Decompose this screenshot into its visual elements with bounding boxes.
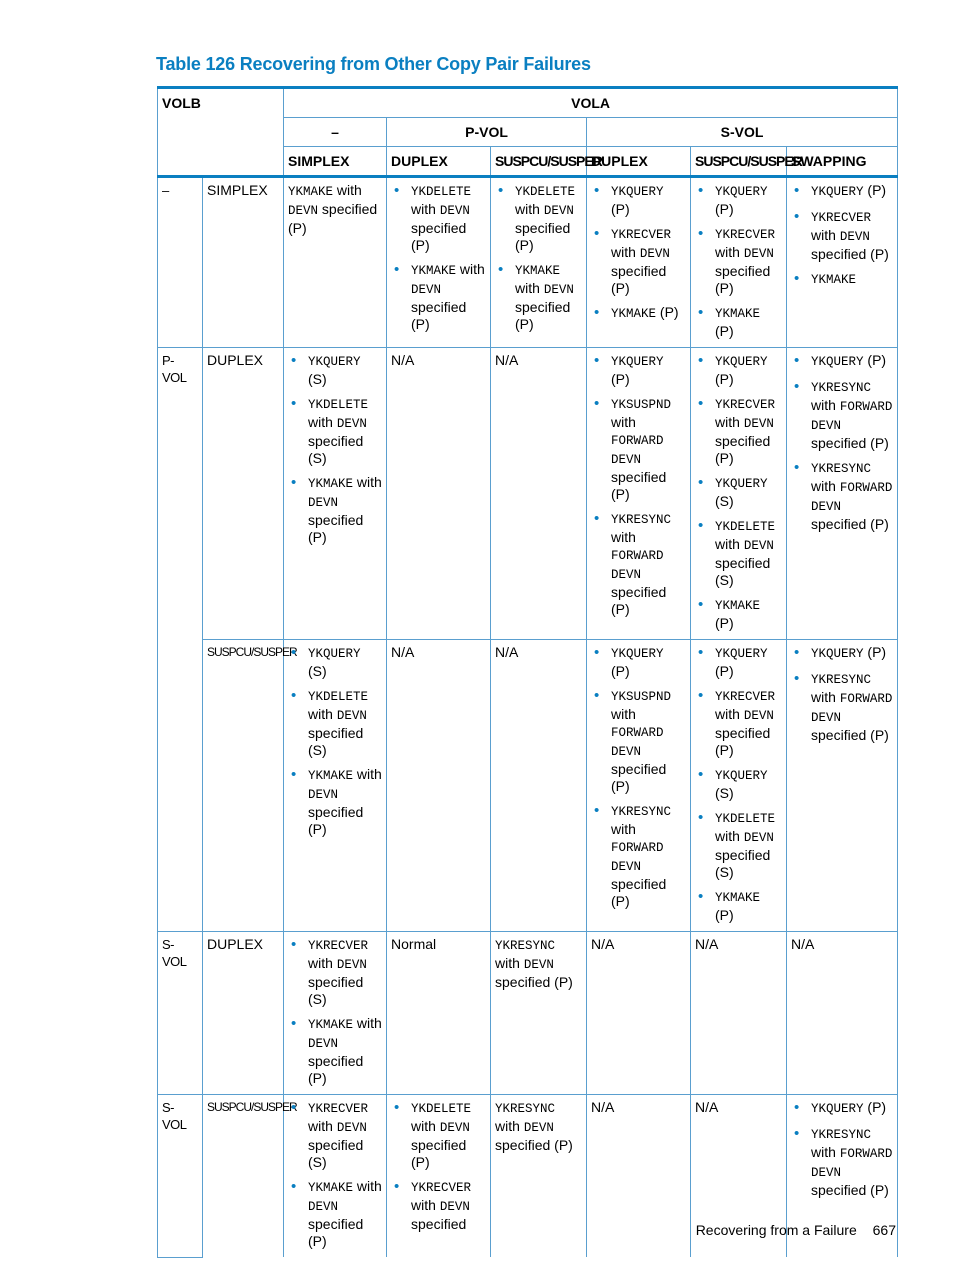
list-item xyxy=(695,225,782,297)
list-item xyxy=(791,208,893,263)
cell-text: specified (P) xyxy=(515,220,571,253)
header-row-1 xyxy=(158,88,898,118)
list-item xyxy=(695,304,782,340)
cell-text: specified (P) xyxy=(611,584,667,617)
command-text: DEVN xyxy=(523,1121,554,1135)
command-text: YKRECVER xyxy=(811,211,872,225)
cell-text: (P) xyxy=(863,182,887,198)
cell-text: N/A xyxy=(495,352,519,368)
list-item xyxy=(495,261,582,333)
list-item xyxy=(791,1099,893,1118)
cell-text: N/A xyxy=(695,936,719,952)
table-row xyxy=(158,640,898,932)
command-text: FORWARD DEVN xyxy=(611,726,664,759)
command-text: YKQUERY xyxy=(715,185,768,199)
table-cell xyxy=(691,932,787,1095)
list-item xyxy=(391,182,486,254)
cell-text: N/A xyxy=(391,352,415,368)
cell-text: specified (P) xyxy=(611,469,667,502)
table-cell xyxy=(491,640,587,932)
cell-text: specified (S) xyxy=(715,847,771,880)
cell-text: specified (P) xyxy=(715,433,771,466)
cell-text: Normal xyxy=(391,936,437,952)
list-item xyxy=(391,1099,486,1171)
list-item xyxy=(591,182,686,218)
command-text: YKQUERY xyxy=(811,185,864,199)
command-text: DEVN xyxy=(543,283,574,297)
command-text: YKDELETE xyxy=(411,185,472,199)
list-item xyxy=(591,395,686,503)
command-text: YKQUERY xyxy=(715,647,768,661)
cell-text: with xyxy=(495,1118,524,1134)
command-text: YKRESYNC xyxy=(811,462,872,476)
cell-text: (P) xyxy=(715,201,734,217)
command-text: YKRECVER xyxy=(611,228,672,242)
list-item xyxy=(695,766,782,802)
table-title: Table 126 Recovering from Other Copy Pair Failures xyxy=(156,54,591,74)
list-item xyxy=(288,644,382,680)
table-cell xyxy=(284,640,387,932)
cell-text: with xyxy=(308,706,337,722)
cell-text: specified (P) xyxy=(308,804,364,837)
command-text: YKDELETE xyxy=(411,1102,472,1116)
table-cell xyxy=(284,348,387,640)
command-text: YKRESYNC xyxy=(811,381,872,395)
cell-text: with xyxy=(611,706,636,722)
cell-text: with xyxy=(308,1118,337,1134)
command-text: DEVN xyxy=(439,1200,470,1214)
list-item xyxy=(695,517,782,589)
table-cell xyxy=(787,348,898,640)
page-footer xyxy=(696,1222,896,1238)
cell-text: specified (P) xyxy=(308,1216,364,1249)
cell-text: with xyxy=(715,706,744,722)
cell-text: with xyxy=(811,1144,840,1160)
cell-text: with xyxy=(333,182,362,198)
cell-text: (P) xyxy=(863,644,887,660)
command-text: YKQUERY xyxy=(715,477,768,491)
action-list xyxy=(791,182,893,289)
cell-text: specified (P) xyxy=(288,201,378,236)
action-list xyxy=(288,352,382,546)
header-dash: – xyxy=(284,118,387,147)
action-list xyxy=(288,1099,382,1250)
cell-text: specified (P) xyxy=(811,727,889,743)
command-text: DEVN xyxy=(743,539,774,553)
table-cell xyxy=(387,932,491,1095)
list-item xyxy=(591,352,686,388)
cell-text: specified (P) xyxy=(495,974,573,990)
command-text: YKQUERY xyxy=(811,1102,864,1116)
header-col-pvol-suspcu: SUSPCU/SUSPER xyxy=(491,147,587,177)
table-cell xyxy=(587,177,691,348)
list-item xyxy=(591,225,686,297)
cell-text: specified (S) xyxy=(715,555,771,588)
action-list xyxy=(591,182,686,323)
list-item xyxy=(695,395,782,467)
command-text: YKMAKE xyxy=(288,185,334,199)
command-text: YKRECVER xyxy=(715,690,776,704)
list-item xyxy=(391,1178,486,1233)
footer-section-title: Recovering from a Failure xyxy=(695,1222,857,1238)
cell-text: (P) xyxy=(611,201,630,217)
command-text: YKRESYNC xyxy=(495,1102,556,1116)
cell-text: with xyxy=(353,1178,382,1194)
table-cell xyxy=(587,1095,691,1258)
command-text: YKMAKE xyxy=(515,264,561,278)
cell-text: specified (P) xyxy=(495,1137,573,1153)
table-cell xyxy=(491,348,587,640)
table-cell xyxy=(284,1095,387,1258)
command-text: DEVN xyxy=(336,1121,367,1135)
cell-text: specified (P) xyxy=(308,1053,364,1086)
cell-text: (S) xyxy=(715,785,734,801)
header-col-pvol-duplex: DUPLEX xyxy=(387,147,491,177)
action-list xyxy=(695,352,782,632)
cell-text: (P) xyxy=(715,615,734,631)
command-text: YKRECVER xyxy=(715,398,776,412)
command-text: YKQUERY xyxy=(715,769,768,783)
cell-text: with xyxy=(611,821,636,837)
list-item xyxy=(288,1015,382,1087)
table-cell xyxy=(587,640,691,932)
header-col-svol-duplex: DUPLEX xyxy=(587,147,691,177)
cell-text: specified (S) xyxy=(308,974,364,1007)
command-text: DEVN xyxy=(288,204,319,218)
table-cell xyxy=(491,1095,587,1258)
cell-text: with xyxy=(495,955,524,971)
cell-text: with xyxy=(411,1118,440,1134)
cell-text: specified (P) xyxy=(811,246,889,262)
table-cell xyxy=(387,1095,491,1258)
command-text: YKSUSPND xyxy=(611,398,672,412)
list-item xyxy=(695,474,782,510)
list-item xyxy=(695,888,782,924)
volb-state-cell: SUSPCU/SUSPER xyxy=(203,640,284,932)
volb-type-cell: P-VOL xyxy=(158,348,203,932)
table-cell xyxy=(691,348,787,640)
table-row xyxy=(158,177,898,348)
list-item xyxy=(791,644,893,663)
action-list xyxy=(391,182,486,333)
list-item xyxy=(288,766,382,838)
command-text: YKDELETE xyxy=(715,812,776,826)
cell-text: with xyxy=(715,536,744,552)
table-cell xyxy=(387,640,491,932)
cell-text: with xyxy=(611,529,636,545)
list-item xyxy=(288,1178,382,1250)
cell-text: (P) xyxy=(715,323,734,339)
cell-text: specified (P) xyxy=(811,1182,889,1198)
command-text: YKDELETE xyxy=(515,185,576,199)
command-text: YKQUERY xyxy=(811,647,864,661)
list-item xyxy=(591,687,686,795)
command-text: DEVN xyxy=(743,831,774,845)
command-text: YKRECVER xyxy=(308,1102,369,1116)
command-text: YKQUERY xyxy=(611,185,664,199)
cell-text: with xyxy=(353,474,382,490)
list-item xyxy=(791,270,893,289)
cell-text: N/A xyxy=(591,1099,615,1115)
command-text: DEVN xyxy=(839,230,870,244)
cell-text: with xyxy=(611,244,640,260)
cell-text: with xyxy=(611,414,636,430)
command-text: YKSUSPND xyxy=(611,690,672,704)
cell-text: with xyxy=(411,1197,440,1213)
list-item xyxy=(391,261,486,333)
list-item xyxy=(695,182,782,218)
cell-text: specified (P) xyxy=(811,516,889,532)
list-item xyxy=(591,644,686,680)
command-text: FORWARD DEVN xyxy=(811,400,893,433)
list-item xyxy=(288,352,382,388)
table-cell xyxy=(284,177,387,348)
table-cell xyxy=(387,348,491,640)
command-text: DEVN xyxy=(439,1121,470,1135)
cell-text: with xyxy=(715,244,744,260)
header-volb: VOLB xyxy=(158,88,284,177)
header-col-svol-suspcu: SUSPCU/SUSPER xyxy=(691,147,787,177)
header-col-simplex: SIMPLEX xyxy=(284,147,387,177)
cell-text: specified (S) xyxy=(308,1137,364,1170)
cell-text: with xyxy=(353,1015,382,1031)
action-list xyxy=(495,182,582,333)
command-text: YKRESYNC xyxy=(495,939,556,953)
action-list xyxy=(695,182,782,340)
action-list xyxy=(591,644,686,910)
action-list xyxy=(791,644,893,744)
table-cell xyxy=(787,932,898,1095)
table-row xyxy=(158,932,898,1095)
list-item xyxy=(495,182,582,254)
cell-text: specified (P) xyxy=(611,263,667,296)
table-cell xyxy=(284,932,387,1095)
cell-text: (P) xyxy=(715,907,734,923)
command-text: YKQUERY xyxy=(715,355,768,369)
cell-text: N/A xyxy=(791,936,815,952)
volb-type-cell: S-VOL xyxy=(158,932,203,1095)
cell-text: N/A xyxy=(591,936,615,952)
list-item xyxy=(695,596,782,632)
list-item xyxy=(791,378,893,452)
command-text: FORWARD DEVN xyxy=(611,434,664,467)
command-text: YKRECVER xyxy=(308,939,369,953)
command-text: YKQUERY xyxy=(811,355,864,369)
header-pvol: P-VOL xyxy=(387,118,587,147)
action-list xyxy=(791,352,893,533)
command-text: YKDELETE xyxy=(308,690,369,704)
cell-text: with xyxy=(308,414,337,430)
command-text: DEVN xyxy=(639,247,670,261)
list-item xyxy=(791,352,893,371)
cell-text: (P) xyxy=(656,304,679,320)
list-item xyxy=(695,644,782,680)
cell-text: specified (P) xyxy=(611,876,667,909)
table-cell xyxy=(387,177,491,348)
action-list xyxy=(391,1099,486,1233)
cell-text: with xyxy=(811,397,840,413)
command-text: YKDELETE xyxy=(308,398,369,412)
table-cell xyxy=(691,640,787,932)
cell-text: specified (P) xyxy=(715,725,771,758)
header-svol: S-VOL xyxy=(587,118,898,147)
command-text: DEVN xyxy=(411,283,442,297)
table-cell xyxy=(587,348,691,640)
cell-text: with xyxy=(715,828,744,844)
command-text: DEVN xyxy=(308,1037,339,1051)
cell-text: (S) xyxy=(308,663,327,679)
action-list xyxy=(288,644,382,838)
command-text: YKRECVER xyxy=(715,228,776,242)
command-text: YKMAKE xyxy=(811,273,857,287)
command-text: DEVN xyxy=(336,417,367,431)
command-text: FORWARD DEVN xyxy=(611,549,664,582)
cell-text: with xyxy=(353,766,382,782)
command-text: DEVN xyxy=(743,417,774,431)
command-text: YKQUERY xyxy=(611,355,664,369)
table-cell xyxy=(491,177,587,348)
table-row xyxy=(158,348,898,640)
command-text: YKMAKE xyxy=(715,307,761,321)
command-text: FORWARD DEVN xyxy=(811,1147,893,1180)
cell-text: (P) xyxy=(863,352,887,368)
cell-text: with xyxy=(715,414,744,430)
list-item xyxy=(288,687,382,759)
action-list xyxy=(695,644,782,924)
command-text: YKQUERY xyxy=(308,647,361,661)
header-vola: VOLA xyxy=(284,88,898,118)
command-text: DEVN xyxy=(336,958,367,972)
page-number: 667 xyxy=(872,1222,896,1238)
cell-text: N/A xyxy=(391,644,415,660)
cell-text: specified (P) xyxy=(411,299,467,332)
cell-text: with xyxy=(811,689,840,705)
list-item xyxy=(591,510,686,618)
action-list xyxy=(791,1099,893,1199)
recovery-table xyxy=(157,86,898,1258)
command-text: YKMAKE xyxy=(715,891,761,905)
cell-text: specified (P) xyxy=(811,435,889,451)
command-text: YKDELETE xyxy=(715,520,776,534)
cell-text: specified (P) xyxy=(411,1137,467,1170)
cell-text: specified (S) xyxy=(308,433,364,466)
command-text: DEVN xyxy=(523,958,554,972)
list-item xyxy=(695,809,782,881)
cell-text: (P) xyxy=(715,663,734,679)
cell-text: (S) xyxy=(308,371,327,387)
cell-text: with xyxy=(515,201,544,217)
list-item xyxy=(591,304,686,323)
cell-text: specified (P) xyxy=(515,299,571,332)
cell-text: with xyxy=(456,261,485,277)
table-cell xyxy=(787,640,898,932)
command-text: FORWARD DEVN xyxy=(811,692,893,725)
action-list xyxy=(591,352,686,618)
list-item xyxy=(791,670,893,744)
command-text: YKRESYNC xyxy=(611,513,672,527)
command-text: DEVN xyxy=(543,204,574,218)
cell-text: (P) xyxy=(611,663,630,679)
command-text: DEVN xyxy=(336,709,367,723)
command-text: YKMAKE xyxy=(715,599,761,613)
command-text: YKMAKE xyxy=(308,477,354,491)
cell-text: (P) xyxy=(863,1099,887,1115)
cell-text: N/A xyxy=(695,1099,719,1115)
command-text: YKMAKE xyxy=(308,1018,354,1032)
cell-text: specified (S) xyxy=(308,725,364,758)
command-text: DEVN xyxy=(308,496,339,510)
cell-text: specified (P) xyxy=(715,263,771,296)
list-item xyxy=(695,352,782,388)
cell-text: specified (P) xyxy=(411,220,467,253)
list-item xyxy=(791,459,893,533)
list-item xyxy=(288,1099,382,1171)
command-text: DEVN xyxy=(743,247,774,261)
list-item xyxy=(591,802,686,910)
cell-text: with xyxy=(811,478,840,494)
volb-state-cell: SUSPCU/SUSPER xyxy=(203,1095,284,1258)
table-cell xyxy=(491,932,587,1095)
cell-text: (P) xyxy=(715,371,734,387)
command-text: YKQUERY xyxy=(611,647,664,661)
command-text: YKRESYNC xyxy=(611,805,672,819)
list-item xyxy=(791,1125,893,1199)
list-item xyxy=(791,182,893,201)
volb-state-cell: DUPLEX xyxy=(203,932,284,1095)
list-item xyxy=(695,687,782,759)
command-text: DEVN xyxy=(743,709,774,723)
cell-text: with xyxy=(811,227,840,243)
volb-type-cell: S-VOL xyxy=(158,1095,203,1258)
volb-state-cell: SIMPLEX xyxy=(203,177,284,348)
cell-text: specified (P) xyxy=(308,512,364,545)
cell-text: specified xyxy=(411,1216,467,1232)
table-cell xyxy=(787,177,898,348)
cell-text: with xyxy=(515,280,544,296)
command-text: FORWARD DEVN xyxy=(611,841,664,874)
list-item xyxy=(288,395,382,467)
list-item xyxy=(288,474,382,546)
command-text: DEVN xyxy=(308,788,339,802)
command-text: YKRESYNC xyxy=(811,673,872,687)
command-text: YKMAKE xyxy=(411,264,457,278)
table-cell xyxy=(691,177,787,348)
command-text: YKMAKE xyxy=(308,769,354,783)
command-text: DEVN xyxy=(439,204,470,218)
table-body xyxy=(158,177,898,1258)
cell-text: with xyxy=(411,201,440,217)
cell-text: specified (P) xyxy=(611,761,667,794)
cell-text: N/A xyxy=(495,644,519,660)
command-text: YKMAKE xyxy=(611,307,657,321)
command-text: YKMAKE xyxy=(308,1181,354,1195)
header-col-swapping: SWAPPING xyxy=(787,147,898,177)
cell-text: (S) xyxy=(715,493,734,509)
list-item xyxy=(288,936,382,1008)
table-cell xyxy=(587,932,691,1095)
command-text: YKRESYNC xyxy=(811,1128,872,1142)
command-text: YKRECVER xyxy=(411,1181,472,1195)
volb-type-cell: – xyxy=(158,177,203,348)
cell-text: (P) xyxy=(611,371,630,387)
command-text: DEVN xyxy=(308,1200,339,1214)
volb-state-cell: DUPLEX xyxy=(203,348,284,640)
command-text: FORWARD DEVN xyxy=(811,481,893,514)
cell-text: with xyxy=(308,955,337,971)
action-list xyxy=(288,936,382,1087)
command-text: YKQUERY xyxy=(308,355,361,369)
